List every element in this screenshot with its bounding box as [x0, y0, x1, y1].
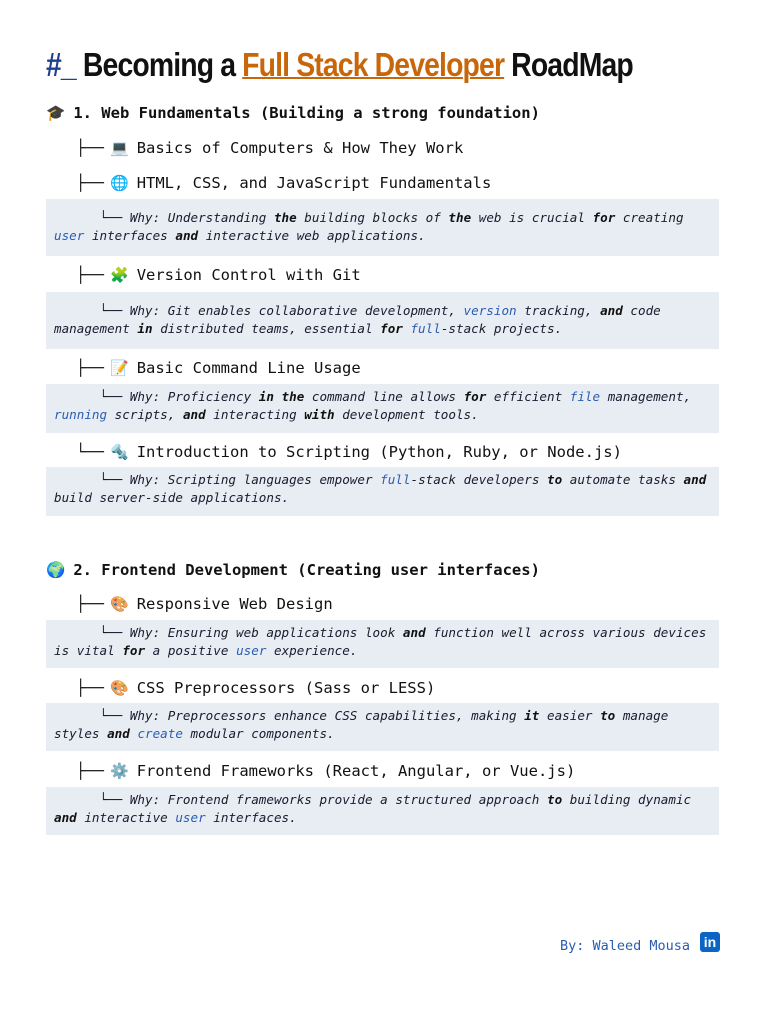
graduation-cap-icon: 🎓 — [46, 104, 66, 122]
memo-icon: 📝 — [110, 359, 129, 377]
why-box-scripting: └── Why: Scripting languages empower full-stack developers to automate tasks and build server-side applications. — [46, 467, 719, 516]
item-label: Version Control with Git — [136, 266, 361, 284]
tree-branch: ├── — [76, 174, 104, 192]
title-before: Becoming a — [82, 46, 236, 83]
linkedin-icon[interactable]: in — [700, 932, 720, 952]
tree-branch: ├── — [76, 679, 104, 697]
tree-branch-end: └── — [54, 210, 130, 225]
tree-branch-end: └── — [54, 303, 130, 318]
section-heading-web-fundamentals — [46, 104, 540, 122]
why-box-frontend-frameworks: └── Why: Frontend frameworks provide a structured approach to building dynamic and interactive user interfaces. — [46, 787, 719, 835]
tree-branch: ├── — [76, 266, 104, 284]
title-after: RoadMap — [511, 46, 633, 83]
item-label: Responsive Web Design — [136, 595, 333, 613]
tree-branch: └── — [76, 443, 104, 461]
tree-branch: ├── — [76, 762, 104, 780]
section-heading-text: 1. Web Fundamentals (Building a strong foundation) — [73, 104, 540, 122]
why-box-git: └── Why: Git enables collaborative development, version tracking, and code management in distributed teams, essential for full-stack projects. — [46, 292, 719, 349]
roadmap-item-css-preprocessors — [76, 679, 435, 697]
page-title — [46, 46, 633, 84]
section-heading-frontend — [46, 561, 540, 579]
tree-branch: ├── — [76, 595, 104, 613]
tree-branch-end: └── — [54, 792, 130, 807]
tree-branch: ├── — [76, 359, 104, 377]
author-footer — [560, 936, 720, 956]
globe-icon: 🌐 — [110, 174, 129, 192]
roadmap-item-responsive-design — [76, 595, 333, 613]
palette-icon: 🎨 — [110, 595, 129, 613]
roadmap-item-git — [76, 266, 361, 284]
why-box-html-css-js: └── Why: Understanding the building blocks of the web is crucial for creating user interfaces and interactive web applications. — [46, 199, 719, 256]
item-label: HTML, CSS, and JavaScript Fundamentals — [136, 174, 492, 192]
item-label: Introduction to Scripting (Python, Ruby, or Node.js) — [136, 443, 622, 461]
author-byline: By: Waleed Mousa — [559, 938, 690, 954]
roadmap-item-frontend-frameworks — [76, 762, 575, 780]
tree-branch-end: └── — [54, 708, 130, 723]
title-highlight: Full Stack Developer — [242, 46, 505, 83]
tree-branch-end: └── — [54, 472, 130, 487]
why-box-command-line: └── Why: Proficiency in the command line allows for efficient file management, running scripts, and interacting with development tools. — [46, 384, 719, 433]
item-label: CSS Preprocessors (Sass or LESS) — [136, 679, 436, 697]
item-label: Basics of Computers & How They Work — [136, 139, 464, 157]
wrench-icon: 🔩 — [110, 443, 129, 461]
tree-branch-end: └── — [54, 625, 130, 640]
roadmap-item-command-line — [76, 359, 361, 377]
gear-icon: ⚙️ — [110, 762, 129, 780]
roadmap-item-scripting — [76, 443, 622, 461]
section-heading-text: 2. Frontend Development (Creating user interfaces) — [73, 561, 540, 579]
roadmap-item-html-css-js — [76, 174, 491, 192]
earth-icon: 🌍 — [46, 561, 66, 579]
roadmap-item-computer-basics — [76, 139, 463, 157]
tree-branch-end: └── — [54, 389, 130, 404]
why-box-responsive-design: └── Why: Ensuring web applications look and function well across various devices is vital for a positive user experience. — [46, 620, 719, 668]
palette-icon: 🎨 — [110, 679, 129, 697]
tree-branch: ├── — [76, 139, 104, 157]
why-box-css-preprocessors: └── Why: Preprocessors enhance CSS capabilities, making it easier to manage styles and create modular components. — [46, 703, 719, 751]
puzzle-icon: 🧩 — [110, 266, 129, 284]
laptop-icon: 💻 — [110, 139, 129, 157]
item-label: Basic Command Line Usage — [136, 359, 361, 377]
item-label: Frontend Frameworks (React, Angular, or Vue.js) — [136, 762, 576, 780]
title-prefix: #_ — [46, 46, 76, 83]
